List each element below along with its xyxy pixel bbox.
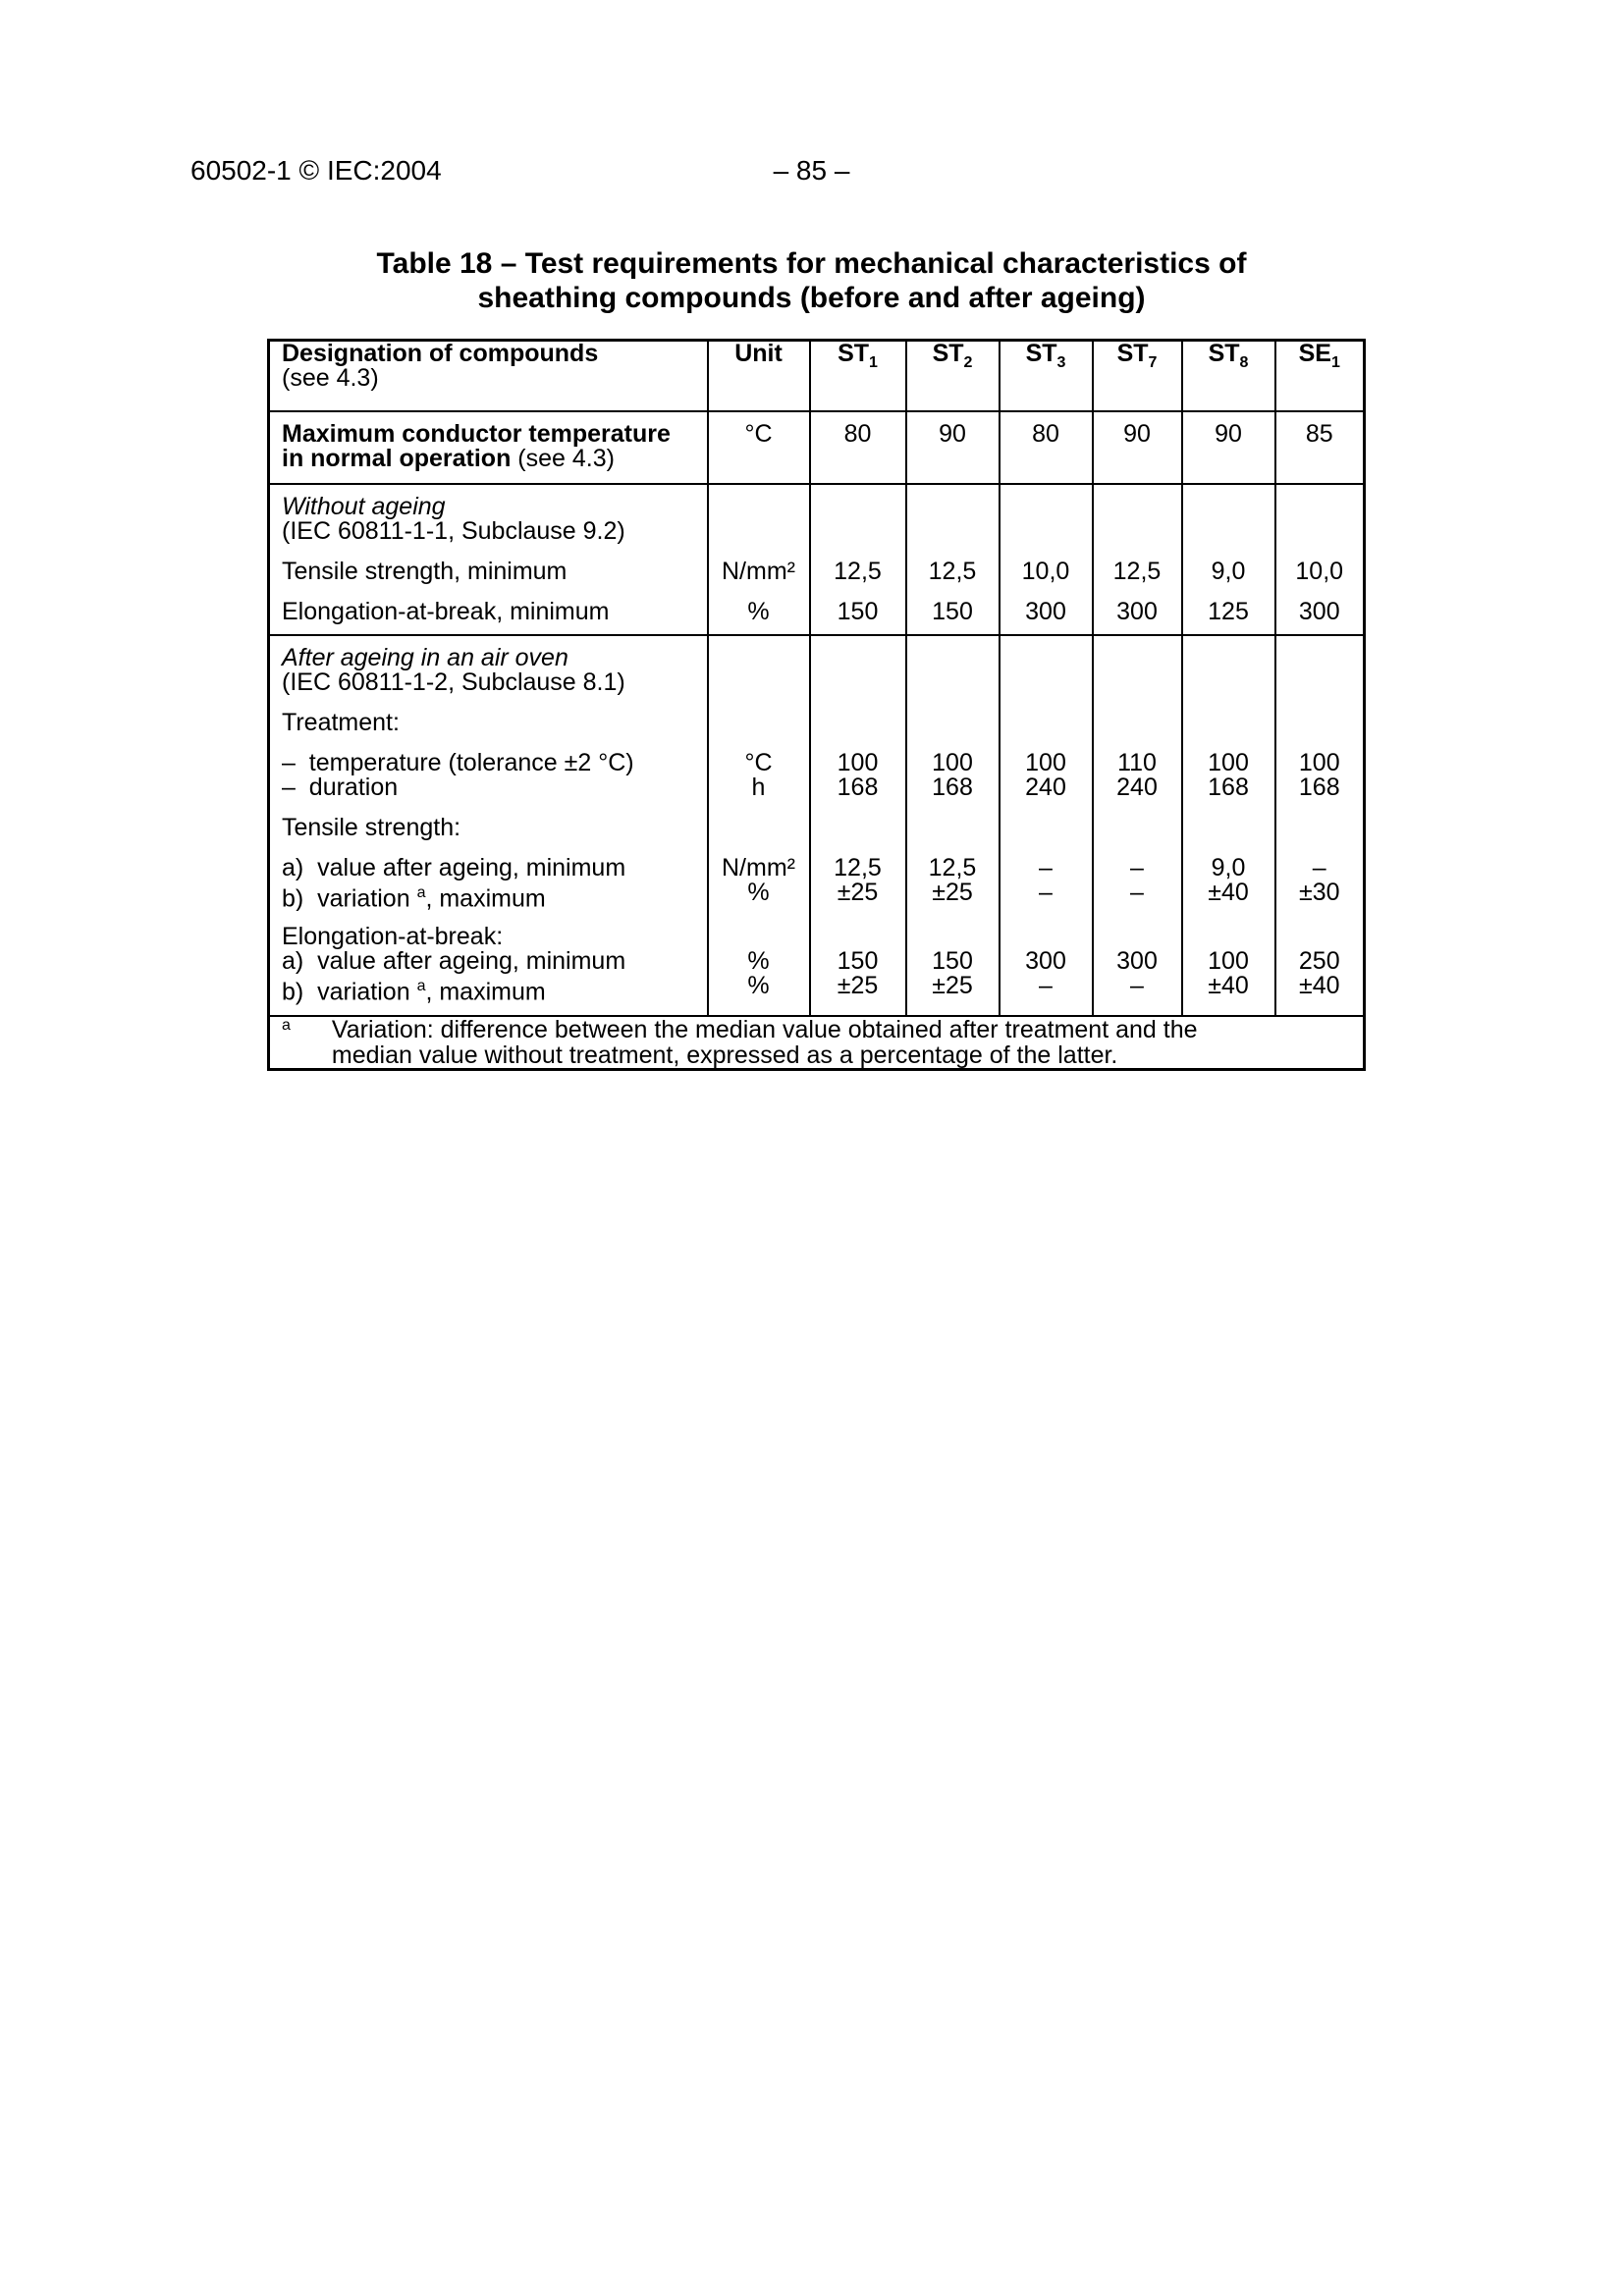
treatment-temperature-row (269, 751, 1365, 775)
max-temp-row (269, 411, 1365, 484)
elongation-min-label: Elongation-at-break, minimum (269, 600, 708, 624)
elongation-variation-value: – (1000, 974, 1093, 1004)
treatment-temperature-value: 100 (1275, 751, 1365, 775)
elongation-min-value: 300 (1093, 600, 1182, 624)
elongation-heading: Elongation-at-break: (269, 925, 708, 949)
tensile-min-value: 10,0 (1275, 560, 1365, 584)
elongation-min-row (269, 600, 1365, 624)
after-ageing-subtitle-row (269, 670, 1365, 695)
header-row (269, 341, 1365, 412)
header-unit: Unit (708, 341, 810, 412)
treatment-label: Treatment: (269, 711, 708, 735)
treatment-temperature-value: 100 (1182, 751, 1275, 775)
tensile-strength-heading-row (269, 816, 1365, 840)
elongation-variation-value: ±40 (1275, 974, 1365, 1004)
elongation-variation-value: ±25 (906, 974, 1000, 1004)
tensile-min-row (269, 560, 1365, 584)
tensile-min-unit: N/mm² (708, 560, 810, 584)
tensile-after-ageing-value: 12,5 (810, 856, 906, 881)
page-number: – 85 – (773, 155, 850, 186)
after-ageing-title: After ageing in an air oven (269, 635, 708, 670)
tensile-after-ageing-value: 9,0 (1182, 856, 1275, 881)
tensile-after-ageing-value: – (1093, 856, 1182, 881)
tensile-variation-unit: % (708, 881, 810, 911)
header-designation-note: (see 4.3) (282, 364, 379, 392)
elongation-min-value: 125 (1182, 600, 1275, 624)
after-ageing-subtitle: (IEC 60811-1-2, Subclause 8.1) (269, 670, 708, 695)
treatment-temperature-value: 100 (1000, 751, 1093, 775)
table-title (0, 246, 1623, 315)
without-ageing-title: Without ageing (269, 484, 708, 519)
tensile-after-ageing-value: – (1000, 856, 1093, 881)
after-ageing-title-row (269, 635, 1365, 670)
elongation-variation-value: ±25 (810, 974, 906, 1004)
without-ageing-title-row (269, 484, 1365, 519)
header-designation (269, 341, 708, 412)
max-temp-value: 85 (1275, 411, 1365, 484)
treatment-duration-value: 168 (1182, 775, 1275, 800)
header-designation-title: Designation of compounds (282, 340, 599, 367)
elongation-after-ageing-value-row (269, 949, 1365, 974)
max-temp-value: 90 (1093, 411, 1182, 484)
footnote-cell (269, 1016, 1365, 1070)
tensile-after-ageing-unit: N/mm² (708, 856, 810, 881)
header-compound-st2: $ST_2$ (906, 341, 1000, 412)
document-reference: 60502-1 © IEC:2004 (190, 155, 442, 186)
footnote-marker: a (282, 1016, 291, 1034)
tensile-min-label: Tensile strength, minimum (269, 560, 708, 584)
tensile-variation-value: – (1000, 881, 1093, 911)
tensile-variation-value: ±25 (810, 881, 906, 911)
elongation-after-ageing-value: 250 (1275, 949, 1365, 974)
footnote-text: Variation: difference between the median value obtained after treatment and the median value without treatment, expressed as a percentage of the latter. (331, 1015, 1198, 1069)
without-ageing-subtitle-row (269, 519, 1365, 544)
test-requirements-table (267, 339, 1366, 1071)
table-title-line2: sheathing compounds (before and after ageing) (477, 282, 1146, 314)
table-title-line1: Table 18 – Test requirements for mechanical characteristics of (376, 247, 1247, 280)
tensile-after-ageing-value-label: a) value after ageing, minimum (269, 856, 708, 881)
treatment-temperature-value: 100 (810, 751, 906, 775)
treatment-duration-row (269, 775, 1365, 800)
elongation-after-ageing-value: 300 (1000, 949, 1093, 974)
tensile-min-value: 12,5 (906, 560, 1000, 584)
treatment-duration-value: 168 (810, 775, 906, 800)
tensile-variation-value: ±40 (1182, 881, 1275, 911)
elongation-variation-value: – (1093, 974, 1182, 1004)
tensile-after-ageing-value: 12,5 (906, 856, 1000, 881)
tensile-min-value: 10,0 (1000, 560, 1093, 584)
elongation-variation-value: ±40 (1182, 974, 1275, 1004)
elongation-heading-row (269, 925, 1365, 949)
elongation-min-value: 150 (810, 600, 906, 624)
header-compound-st1: $ST_1$ (810, 341, 906, 412)
max-temp-label: Maximum conductor temperature in normal operation (see 4.3) (269, 411, 708, 484)
header-compound-st3: $ST_3$ (1000, 341, 1093, 412)
elongation-after-ageing-value: 100 (1182, 949, 1275, 974)
elongation-after-ageing-value: 150 (906, 949, 1000, 974)
treatment-duration-label: – duration (269, 775, 708, 800)
treatment-duration-unit: h (708, 775, 810, 800)
tensile-after-ageing-value-row (269, 856, 1365, 881)
tensile-min-value: 12,5 (1093, 560, 1182, 584)
header-compound-se1: $SE_1$ (1275, 341, 1365, 412)
elongation-after-ageing-value: 300 (1093, 949, 1182, 974)
table-container (267, 339, 1366, 1071)
max-temp-value: 90 (1182, 411, 1275, 484)
tensile-variation-value: ±30 (1275, 881, 1365, 911)
elongation-variation-unit: % (708, 974, 810, 1004)
treatment-row (269, 711, 1365, 735)
tensile-variation-row (269, 881, 1365, 911)
tensile-variation-value: – (1093, 881, 1182, 911)
tensile-strength-heading: Tensile strength: (269, 816, 708, 840)
treatment-temperature-label: – temperature (tolerance ±2 °C) (269, 751, 708, 775)
treatment-duration-value: 168 (906, 775, 1000, 800)
tensile-min-value: 12,5 (810, 560, 906, 584)
without-ageing-subtitle: (IEC 60811-1-1, Subclause 9.2) (269, 519, 708, 544)
elongation-min-value: 150 (906, 600, 1000, 624)
treatment-temperature-value: 100 (906, 751, 1000, 775)
tensile-variation-value: ±25 (906, 881, 1000, 911)
treatment-duration-value: 240 (1093, 775, 1182, 800)
tensile-min-value: 9,0 (1182, 560, 1275, 584)
treatment-duration-value: 240 (1000, 775, 1093, 800)
elongation-min-value: 300 (1000, 600, 1093, 624)
treatment-duration-value: 168 (1275, 775, 1365, 800)
elongation-min-unit: % (708, 600, 810, 624)
elongation-after-ageing-value: 150 (810, 949, 906, 974)
treatment-temperature-value: 110 (1093, 751, 1182, 775)
footnote-row (269, 1016, 1365, 1070)
tensile-variation-label: b) variation $^a$, maximum (269, 881, 708, 911)
max-temp-value: 80 (1000, 411, 1093, 484)
tensile-after-ageing-value: – (1275, 856, 1365, 881)
elongation-variation-row (269, 974, 1365, 1004)
elongation-after-ageing-unit: % (708, 949, 810, 974)
elongation-after-ageing-value-label: a) value after ageing, minimum (269, 949, 708, 974)
header-compound-st7: $ST_7$ (1093, 341, 1182, 412)
elongation-variation-label: b) variation $^a$, maximum (269, 974, 708, 1004)
header-compound-st8: $ST_8$ (1182, 341, 1275, 412)
max-temp-unit: °C (708, 411, 810, 484)
max-temp-value: 80 (810, 411, 906, 484)
max-temp-value: 90 (906, 411, 1000, 484)
elongation-min-value: 300 (1275, 600, 1365, 624)
treatment-temperature-unit: °C (708, 751, 810, 775)
